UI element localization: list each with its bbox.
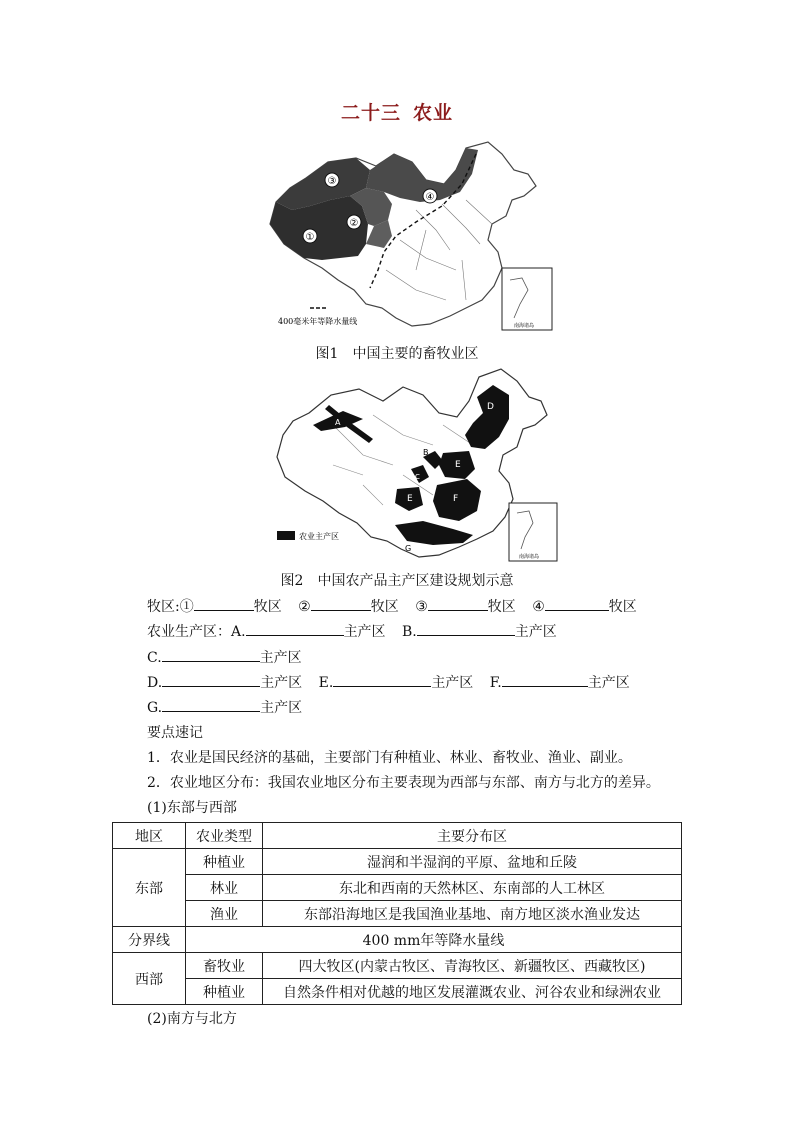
svg-text:F: F: [453, 494, 459, 504]
svg-text:A: A: [335, 418, 341, 427]
agri-blank-g[interactable]: [162, 697, 260, 712]
agri-blank-e[interactable]: [333, 672, 431, 687]
agri-region-map: [273, 365, 563, 565]
pasture-blank-2[interactable]: [311, 596, 371, 611]
inset-label-1: 南海诸岛: [514, 323, 535, 329]
svg-text:①: ①: [305, 232, 315, 243]
agri-blank-f[interactable]: [502, 672, 588, 687]
figure2-caption: 图2 中国农产品主产区建设规划示意: [280, 573, 514, 589]
pasture-question: 牧区:① 牧区 ② 牧区 ③ 牧区 ④ 牧区: [147, 596, 637, 617]
agri-blank-c[interactable]: [162, 647, 260, 662]
svg-text:C: C: [415, 473, 420, 481]
legend-isohyet: 400毫米年等降水量线: [278, 317, 358, 326]
svg-text:③: ③: [327, 176, 337, 187]
table-row: 林业 东北和西南的天然林区、东南部的人工林区: [113, 875, 682, 901]
agri-distribution-table: [112, 822, 682, 1005]
th-type: 农业类型: [186, 823, 263, 849]
table-row: 种植业 自然条件相对优越的地区发展灌溉农业、河谷农业和绿洲农业: [113, 979, 682, 1005]
table-row: [113, 927, 682, 953]
figure1-caption: 图1 中国主要的畜牧业区: [315, 346, 479, 362]
page-title: [0, 98, 794, 125]
agri-blank-a[interactable]: [246, 621, 344, 636]
table-row: 东部 种植业 湿润和半湿润的平原、盆地和丘陵: [113, 849, 682, 875]
th-region: 地区: [113, 823, 186, 849]
table-row: 西部 畜牧业 四大牧区(内蒙古牧区、青海牧区、新疆牧区、西藏牧区): [113, 953, 682, 979]
inset-label-2: 南海诸岛: [519, 554, 540, 560]
svg-text:E: E: [455, 460, 461, 470]
pasture-blank-1[interactable]: [194, 596, 254, 611]
svg-text:②: ②: [349, 218, 359, 229]
agri-question-g: G. 主产区: [147, 697, 302, 718]
divider-label: 分界线: [113, 927, 186, 953]
marker-1: [303, 229, 317, 243]
table-row: 渔业 东部沿海地区是我国渔业基地、南方地区淡水渔业发达: [113, 901, 682, 927]
table-header-row: [113, 823, 682, 849]
th-area: 主要分布区: [263, 823, 682, 849]
livestock-map: [266, 140, 558, 336]
svg-text:D: D: [487, 402, 494, 412]
pasture-blank-4[interactable]: [545, 596, 609, 611]
marker-4: [423, 189, 437, 203]
agri-question-ab: 农业生产区：A. 主产区 B. 主产区: [147, 621, 557, 642]
marker-2: [347, 215, 361, 229]
svg-text:④: ④: [425, 192, 435, 203]
agri-question-def: D. 主产区 E. 主产区 F. 主产区: [147, 672, 630, 693]
divider-value: 400 mm年等降水量线: [186, 927, 682, 953]
notes-heading: 要点速记: [147, 725, 203, 741]
title-number: 二十三: [340, 102, 401, 124]
east-label: 东部: [113, 849, 186, 927]
svg-text:G: G: [405, 544, 412, 553]
pasture-blank-3[interactable]: [428, 596, 488, 611]
svg-text:E: E: [407, 494, 413, 504]
note-point-1: 1．农业是国民经济的基础，主要部门有种植业、林业、畜牧业、渔业、副业。: [147, 750, 632, 766]
west-label: 西部: [113, 953, 186, 1005]
svg-text:B: B: [423, 448, 429, 457]
note-sub-2: (2)南方与北方: [147, 1011, 237, 1027]
agri-blank-d[interactable]: [162, 672, 260, 687]
agri-question-c: C. 主产区: [147, 647, 302, 668]
legend-agri: 农业主产区: [299, 532, 339, 541]
marker-3: [325, 173, 339, 187]
note-point-2: 2．农业地区分布：我国农业地区分布主要表现为西部与东部、南方与北方的差异。: [147, 775, 660, 791]
agri-blank-b[interactable]: [417, 621, 515, 636]
note-sub-1: (1)东部与西部: [147, 800, 237, 816]
title-topic: 农业: [413, 102, 454, 124]
